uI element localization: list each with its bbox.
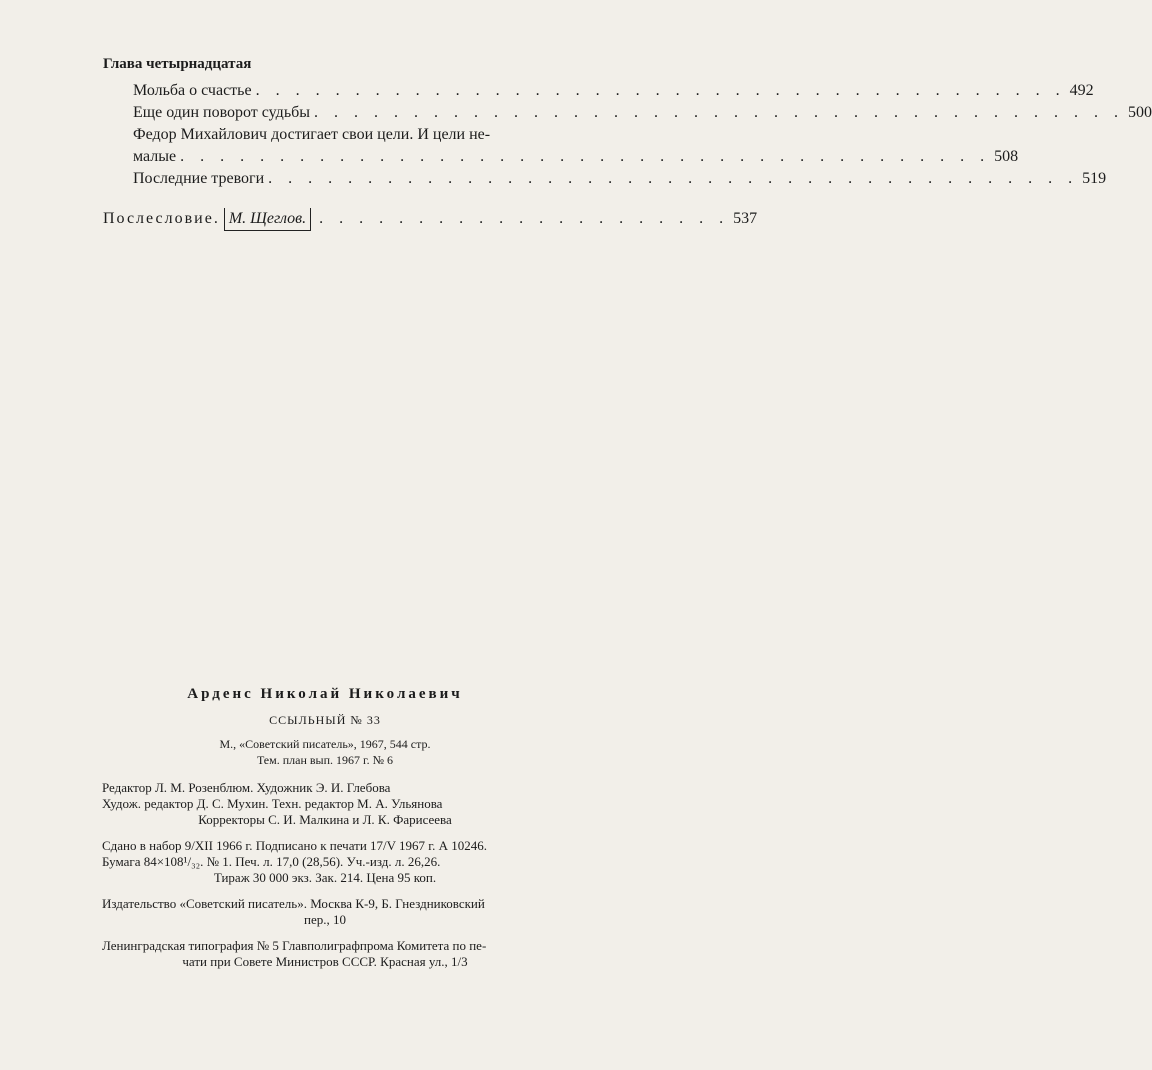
book-author: Арденс Николай Николаевич <box>187 686 463 702</box>
chapter-title: Глава четырнадцатая <box>103 56 252 72</box>
book-title: ССЫЛЬНЫЙ № 33 <box>269 713 381 727</box>
toc-entry <box>133 80 1094 102</box>
toc-entry <box>133 146 1019 168</box>
table-of-contents <box>103 56 1152 230</box>
toc-entry-title: Последние тревоги <box>133 170 265 187</box>
toc-entry-wrapped-line1: Федор Михайлович достигает свои цели. И цели не- <box>133 126 491 143</box>
printer-line: Ленинградская типография № 5 Главполиграфпрома Комитета по пе- <box>102 938 487 953</box>
toc-leader-dots <box>256 80 1066 102</box>
print-info-line: Бумага 84×108¹/₃₂. № 1. Печ. л. 17,0 (28,56). Уч.-изд. л. 26,26. <box>102 854 441 869</box>
toc-leader-dots <box>180 146 990 168</box>
colophon <box>102 686 548 970</box>
publisher-line: пер., 10 <box>304 912 346 927</box>
toc-entry <box>133 168 1107 190</box>
staff-line: Корректоры С. И. Малкина и Л. К. Фарисеева <box>198 812 452 827</box>
print-info-line: Тираж 30 000 экз. Зак. 214. Цена 95 коп. <box>213 870 437 885</box>
toc-leader-dots <box>314 102 1124 124</box>
afterword-label: Послесловие. <box>103 210 220 227</box>
toc-entry-title: Еще один поворот судьбы <box>133 104 310 121</box>
afterword-page: 537 <box>733 210 758 227</box>
toc-entry <box>133 102 1152 124</box>
toc-entry-wrapped-line2: малые <box>133 148 177 165</box>
afterword-entry <box>103 208 758 230</box>
toc-entry-page: 492 <box>1069 82 1094 99</box>
print-info-line: Сдано в набор 9/XII 1966 г. Подписано к печати 17/V 1967 г. А 10246. <box>102 838 488 853</box>
printer-line: чати при Совете Министров СССР. Красная ул., 1/3 <box>182 954 468 969</box>
toc-leader-dots: . . . . . . . . . . . . . . . . . . . . . <box>319 210 730 227</box>
toc-entry-page: 500 <box>1128 104 1152 121</box>
toc-entry-page: 519 <box>1082 170 1107 187</box>
toc-leader-dots <box>268 168 1078 190</box>
afterword-author: М. Щеглов. <box>224 208 311 231</box>
publisher-line: Издательство «Советский писатель». Москва К-9, Б. Гнездниковский <box>102 896 485 911</box>
publication-info: М., «Советский писатель», 1967, 544 стр. <box>219 737 431 751</box>
toc-entry-page: 508 <box>994 148 1019 165</box>
publication-plan: Тем. план вып. 1967 г. № 6 <box>256 753 394 767</box>
staff-line: Редактор Л. М. Розенблюм. Художник Э. И. Глебова <box>102 780 391 795</box>
staff-line: Худож. редактор Д. С. Мухин. Техн. редактор М. А. Ульянова <box>102 796 443 811</box>
toc-entry-title: Мольба о счастье <box>133 82 252 99</box>
